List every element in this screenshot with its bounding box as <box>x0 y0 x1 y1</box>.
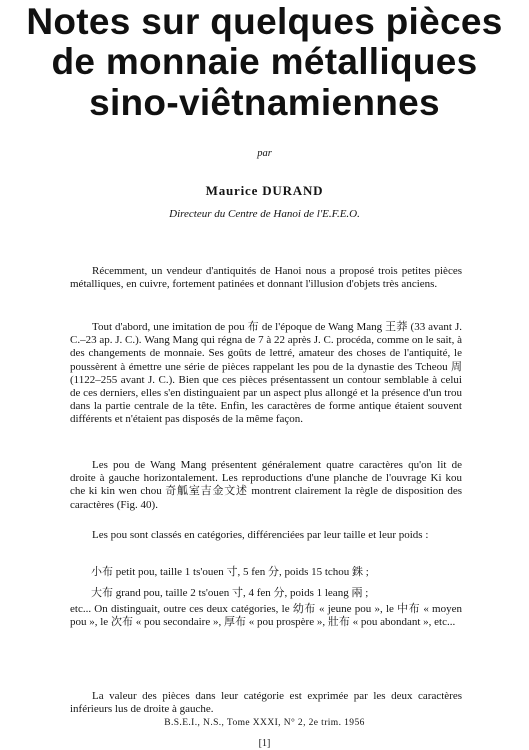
paragraph-categories: Les pou sont classés en catégories, différenciées par leur taille et leur poids : <box>92 529 429 541</box>
author-name: Maurice DURAND <box>205 183 324 198</box>
paragraph-characters: Les pou de Wang Mang présentent généralement quatre caractères qu'on lit de droite à gauche horizontalement. Les reproductions d'une planche de l'ouvrage Ki kou che ki kin wen chou 奇觚室吉金文述 montrent clairement la règle de disposition des caractères (Fig. 40). <box>70 459 462 511</box>
paragraph-intro: Récemment, un vendeur d'antiquités de Hanoi nous a proposé trois petites pièces métalliques, en cuivre, fortement patinées et donnant l'illusion d'objets très anciens. <box>70 265 462 291</box>
paragraph-value: La valeur des pièces dans leur catégorie est exprimée par les deux caractères inférieurs lus de droite à gauche. <box>70 690 462 716</box>
page-number: [1] <box>258 738 271 749</box>
byline: par <box>257 148 272 159</box>
paragraph-other-categories: etc... On distinguait, outre ces deux catégories, le 幼布 « jeune pou », le 中布 « moyen pou », le 次布 « pou secondaire », 厚布 « pou prospère », 壯布 « pou abondant », etc... <box>70 603 462 629</box>
title-line-2: de monnaie métalliques <box>51 41 478 82</box>
paragraph-wang-mang: Tout d'abord, une imitation de pou 布 de l'époque de Wang Mang 王莽 (33 avant J. C.–23 ap. J. C.). Wang Mang qui régna de 7 à 22 après J. C. procéda, comme on le sait, à des changements de monnaie. Ses goûts de lettré, amateur des choses de l'antiquité, le poussèrent à émettre une série de pièces rappelant les pou de la dynastie des Tcheou 周 (1122–255 avant J. C.). Bien que ces pièces présentassent un contour semblable à celui de ces derniers, elles s'en distinguaient par un aspect plus allongé et la présence d'un trou dans la partie centrale de la tête. Enfin, les caractères de forme antique étaient souvent différents et n'étaient pas disposés de la même façon. <box>70 321 462 426</box>
category-row-large: 大布 grand pou, taille 2 ts'ouen 寸, 4 fen 分, poids 1 leang 兩 ; <box>91 587 369 599</box>
author-affiliation: Directeur du Centre de Hanoi de l'E.F.E.O. <box>169 208 360 220</box>
journal-footer: B.S.E.I., N.S., Tome XXXI, N° 2, 2e trim. 1956 <box>164 718 365 728</box>
title-line-1: Notes sur quelques pièces <box>26 1 503 42</box>
category-row-small: 小布 petit pou, taille 1 ts'ouen 寸, 5 fen 分, poids 15 tchou 銖 ; <box>91 566 369 578</box>
title-line-3: sino-viêtnamiennes <box>89 82 440 123</box>
